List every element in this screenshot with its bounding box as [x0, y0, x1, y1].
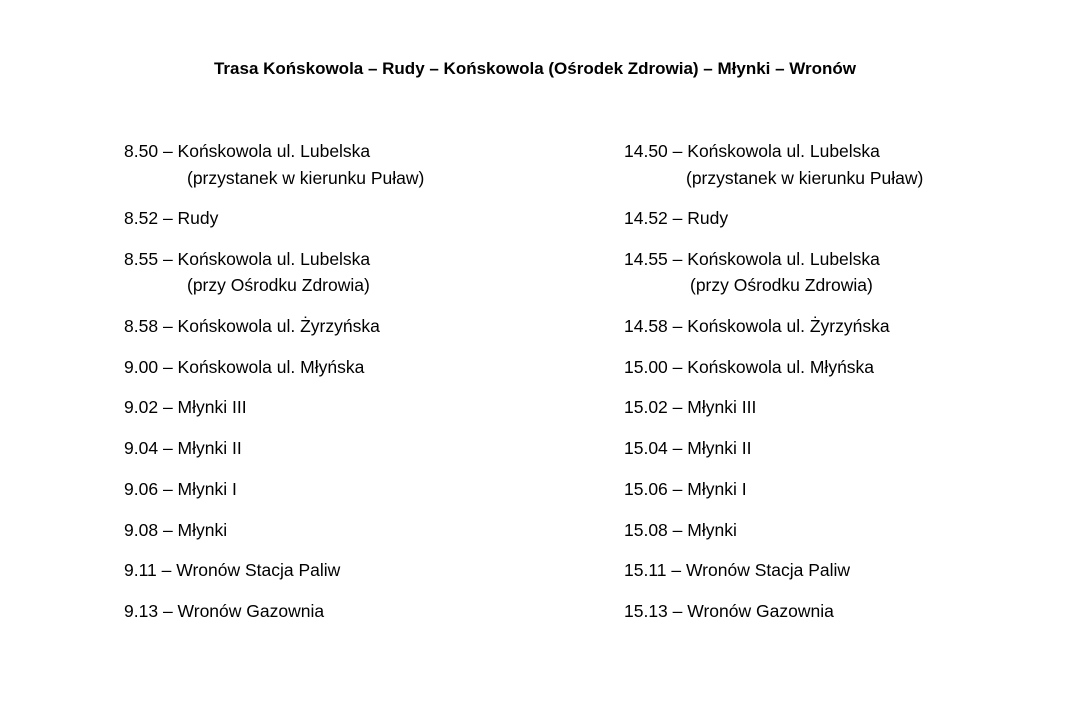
- stop-name: Młynki III: [687, 397, 757, 418]
- stop-time: 14.55: [624, 248, 668, 269]
- stop-time: 9.04: [124, 438, 159, 459]
- stop-note: (przystanek w kierunku Puław): [686, 167, 924, 188]
- stop-name: Wronów Gazownia: [687, 600, 834, 621]
- stop-note: (przy Ośrodku Zdrowia): [187, 275, 370, 296]
- stop-time: 15.13: [624, 600, 668, 621]
- timetable-stop: [624, 394, 923, 421]
- stop-time: 8.52: [124, 208, 159, 229]
- stop-time: 15.08: [624, 519, 668, 540]
- timetable-stop: [124, 205, 424, 232]
- stop-separator: –: [672, 356, 683, 377]
- stop-name: Wronów Stacja Paliw: [685, 560, 851, 581]
- stop-separator: –: [162, 316, 173, 337]
- stop-name: Młynki I: [177, 478, 237, 499]
- timetable-stop: [624, 557, 923, 584]
- stop-name: Końskowola ul. Lubelska: [177, 248, 371, 269]
- stop-time: 15.06: [624, 478, 668, 499]
- stop-time: 14.50: [624, 141, 668, 161]
- timetable-stop: [124, 435, 424, 462]
- timetable-stop: [624, 246, 923, 299]
- stop-separator: –: [162, 600, 173, 621]
- timetable-stop: [124, 313, 424, 340]
- timetable-stop: [124, 517, 424, 544]
- stop-name: Końskowola ul. Żyrzyńska: [687, 316, 890, 337]
- timetable-stop: [124, 138, 424, 191]
- stop-time: 9.02: [124, 397, 159, 418]
- timetable-stop: [124, 598, 424, 625]
- stop-time: 15.02: [624, 397, 668, 418]
- timetable-stop: [624, 313, 923, 340]
- stop-separator: –: [672, 248, 683, 269]
- timetable-stop: [624, 205, 923, 232]
- stop-separator: –: [672, 141, 683, 161]
- stop-time: 9.06: [124, 478, 159, 499]
- stop-name: Młynki II: [687, 438, 752, 459]
- stop-name: Młynki I: [687, 478, 747, 499]
- stop-separator: –: [672, 208, 683, 229]
- stop-time: 8.50: [124, 141, 159, 161]
- stop-separator: –: [672, 519, 683, 540]
- timetable-stop: [624, 598, 923, 625]
- stop-name: Młynki III: [177, 397, 247, 418]
- page-title: Trasa Końskowola – Rudy – Końskowola (Ośrodek Zdrowia) – Młynki – Wronów: [213, 59, 857, 78]
- stop-name: Końskowola ul. Lubelska: [687, 248, 880, 269]
- timetable-stop: [124, 246, 424, 299]
- timetable-column-afternoon: [624, 138, 923, 624]
- stop-name: Końskowola ul. Lubelska: [177, 141, 371, 161]
- stop-separator: –: [672, 438, 683, 459]
- stop-separator: –: [162, 141, 173, 161]
- stop-separator: –: [671, 560, 682, 581]
- stop-time: 15.11: [624, 560, 667, 581]
- stop-name: Końskowola ul. Lubelska: [687, 141, 880, 161]
- stop-time: 9.13: [124, 600, 159, 621]
- stop-note: (przystanek w kierunku Puław): [187, 167, 425, 188]
- stop-separator: –: [672, 397, 683, 418]
- stop-time: 14.52: [624, 208, 668, 229]
- stop-time: 9.00: [124, 356, 159, 377]
- timetable-stop: [624, 138, 923, 191]
- stop-name: Końskowola ul. Młyńska: [177, 356, 365, 377]
- stop-name: Wronów Gazownia: [177, 600, 325, 621]
- stop-time: 14.58: [624, 316, 668, 337]
- timetable-column-morning: [124, 138, 424, 624]
- stop-name: Rudy: [177, 208, 219, 229]
- stop-separator: –: [162, 248, 173, 269]
- stop-separator: –: [162, 519, 173, 540]
- stop-separator: –: [162, 438, 173, 459]
- timetable-stop: [124, 394, 424, 421]
- stop-name: Młynki II: [177, 438, 242, 459]
- stop-time: 9.08: [124, 519, 159, 540]
- stop-separator: –: [161, 560, 172, 581]
- timetable-stop: [124, 476, 424, 503]
- stop-separator: –: [672, 316, 683, 337]
- stop-separator: –: [672, 478, 683, 499]
- stop-name: Końskowola ul. Żyrzyńska: [177, 316, 380, 337]
- stop-name: Młynki: [687, 519, 737, 540]
- stop-name: Młynki: [177, 519, 228, 540]
- timetable-stop: [624, 517, 923, 544]
- stop-name: Końskowola ul. Młyńska: [687, 356, 875, 377]
- timetable-stop: [624, 476, 923, 503]
- stop-name: Wronów Stacja Paliw: [176, 560, 341, 581]
- stop-separator: –: [162, 397, 173, 418]
- stop-separator: –: [162, 208, 173, 229]
- stop-name: Rudy: [687, 208, 729, 229]
- stop-time: 8.58: [124, 316, 159, 337]
- stop-time: 9.11: [124, 560, 157, 581]
- timetable-stop: [124, 557, 424, 584]
- timetable-stop: [124, 354, 424, 381]
- stop-time: 15.00: [624, 356, 668, 377]
- stop-time: 15.04: [624, 438, 668, 459]
- stop-separator: –: [162, 478, 173, 499]
- timetable-stop: [624, 435, 923, 462]
- stop-separator: –: [162, 356, 173, 377]
- stop-separator: –: [672, 600, 683, 621]
- timetable-stop: [624, 354, 923, 381]
- stop-time: 8.55: [124, 248, 159, 269]
- stop-note: (przy Ośrodku Zdrowia): [690, 275, 873, 296]
